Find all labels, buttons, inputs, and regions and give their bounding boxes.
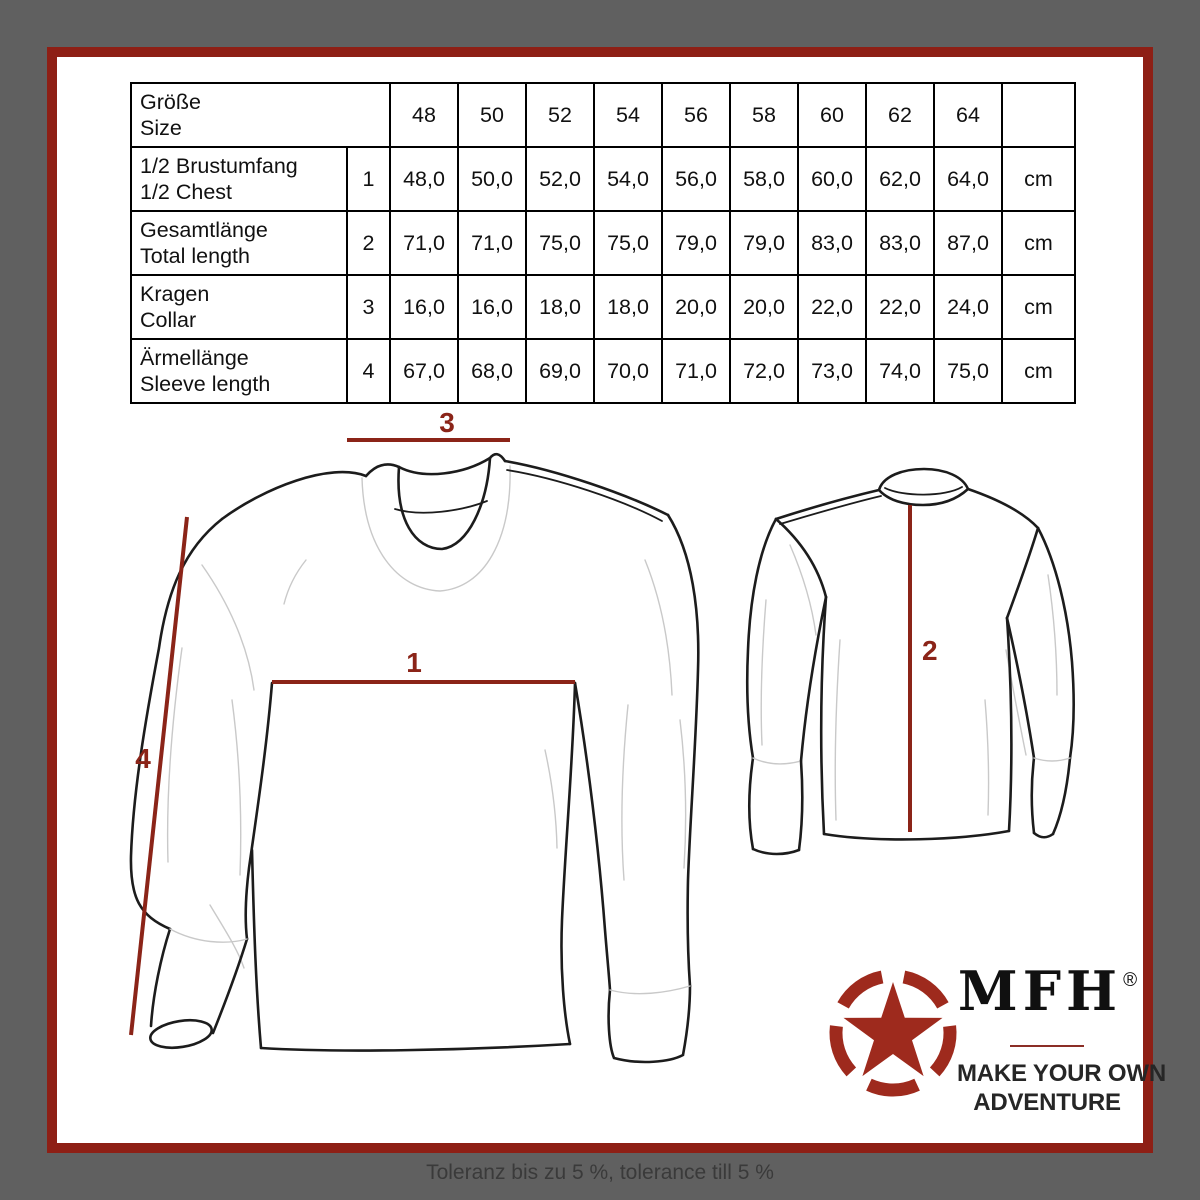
ref-number-cell: 2	[347, 211, 390, 275]
measure-label-back-length: 2	[922, 635, 938, 666]
measure-label-collar: 3	[439, 407, 455, 438]
value-cell: 58,0	[730, 147, 798, 211]
brand-text-block	[957, 959, 1166, 1117]
value-cell: 22,0	[866, 275, 934, 339]
value-cell: 16,0	[390, 275, 458, 339]
size-col-header: 50	[458, 83, 526, 147]
front-view-drawing	[131, 454, 698, 1062]
measure-label: 1/2 Brustumfang 1/2 Chest	[131, 147, 347, 211]
value-cell: 22,0	[798, 275, 866, 339]
brand-tagline-line2: ADVENTURE	[973, 1089, 1121, 1116]
value-cell: 75,0	[934, 339, 1002, 403]
measure-label: Gesamtlänge Total length	[131, 211, 347, 275]
value-cell: 71,0	[458, 211, 526, 275]
back-hem	[824, 831, 1009, 839]
measure-line-sleeve	[131, 517, 187, 1035]
value-cell: 69,0	[526, 339, 594, 403]
size-col-header: 52	[526, 83, 594, 147]
header-size-label: Größe Size	[131, 83, 390, 147]
measure-label: Ärmellänge Sleeve length	[131, 339, 347, 403]
value-cell: 83,0	[798, 211, 866, 275]
ref-number-cell: 4	[347, 339, 390, 403]
value-cell: 60,0	[798, 147, 866, 211]
value-cell: 73,0	[798, 339, 866, 403]
unit-cell: cm	[1002, 339, 1075, 403]
value-cell: 62,0	[866, 147, 934, 211]
value-cell: 18,0	[594, 275, 662, 339]
value-cell: 24,0	[934, 275, 1002, 339]
size-col-header: 62	[866, 83, 934, 147]
value-cell: 75,0	[526, 211, 594, 275]
value-cell: 48,0	[390, 147, 458, 211]
value-cell: 68,0	[458, 339, 526, 403]
value-cell: 52,0	[526, 147, 594, 211]
value-cell: 20,0	[730, 275, 798, 339]
value-cell: 18,0	[526, 275, 594, 339]
value-cell: 72,0	[730, 339, 798, 403]
content-panel	[47, 47, 1166, 1153]
mfh-star-icon	[823, 963, 963, 1103]
value-cell: 87,0	[934, 211, 1002, 275]
value-cell: 20,0	[662, 275, 730, 339]
size-col-header: 58	[730, 83, 798, 147]
value-cell: 83,0	[866, 211, 934, 275]
size-col-header: 60	[798, 83, 866, 147]
measure-label-sleeve: 4	[135, 743, 151, 774]
size-col-header: 64	[934, 83, 1002, 147]
size-col-header: 54	[594, 83, 662, 147]
value-cell: 16,0	[458, 275, 526, 339]
value-cell: 64,0	[934, 147, 1002, 211]
brand-logo	[823, 959, 1166, 1123]
back-collar-outline	[879, 469, 968, 505]
value-cell: 79,0	[730, 211, 798, 275]
value-cell: 54,0	[594, 147, 662, 211]
front-hem	[261, 1044, 570, 1051]
measure-label: Kragen Collar	[131, 275, 347, 339]
value-cell: 70,0	[594, 339, 662, 403]
measure-label-chest: 1	[406, 647, 422, 678]
size-col-header: 48	[390, 83, 458, 147]
left-sleeve-outline	[131, 519, 222, 929]
ref-number-cell: 3	[347, 275, 390, 339]
registered-trademark: ®	[1123, 970, 1138, 991]
brand-name: MFH®	[957, 959, 1138, 1023]
value-cell: 67,0	[390, 339, 458, 403]
brand-tagline-line1: MAKE YOUR OWN	[957, 1060, 1166, 1087]
size-col-header: 56	[662, 83, 730, 147]
unit-cell: cm	[1002, 211, 1075, 275]
logo-divider	[1010, 1045, 1084, 1047]
star-shape	[844, 982, 943, 1076]
tolerance-note: Toleranz bis zu 5 %, tolerance till 5 %	[426, 1161, 774, 1184]
ref-number-cell: 1	[347, 147, 390, 211]
unit-cell: cm	[1002, 147, 1075, 211]
value-cell: 75,0	[594, 211, 662, 275]
value-cell: 56,0	[662, 147, 730, 211]
unit-cell: cm	[1002, 275, 1075, 339]
value-cell: 79,0	[662, 211, 730, 275]
value-cell: 74,0	[866, 339, 934, 403]
value-cell: 71,0	[662, 339, 730, 403]
value-cell: 50,0	[458, 147, 526, 211]
value-cell: 71,0	[390, 211, 458, 275]
